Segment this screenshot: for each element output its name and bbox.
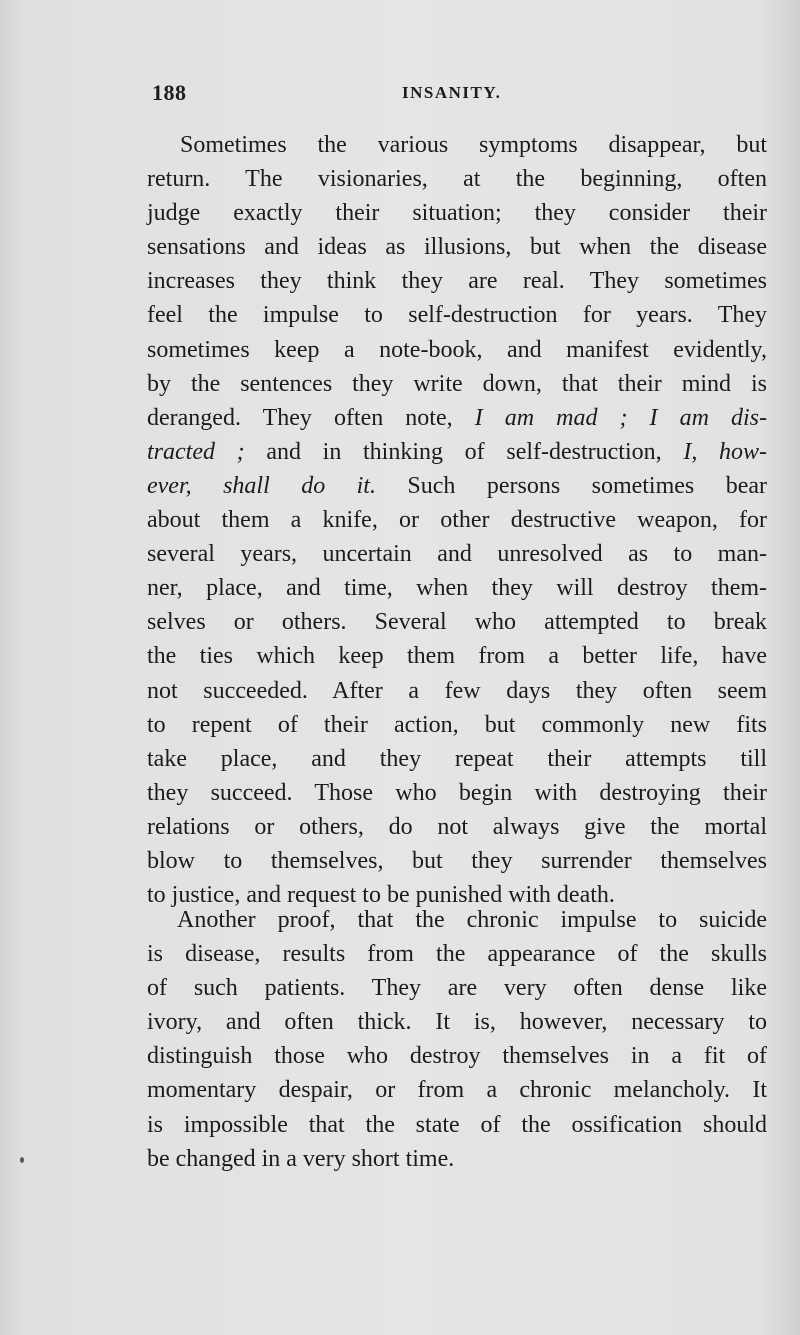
roman-text: deranged. They often note, (147, 404, 475, 431)
text-line: sensations and ideas as illusions, but when the disease (147, 234, 767, 261)
text-line: relations or others, do not always give the mortal (147, 813, 767, 840)
text-line: by the sentences they write down, that their mind is (147, 370, 767, 397)
italic-text: I am mad ; I am dis- (474, 404, 767, 431)
text-line: judge exactly their situation; they consider their (147, 200, 767, 227)
roman-text: Such persons sometimes bear (375, 472, 767, 499)
italic-text: tracted ; (147, 438, 245, 465)
page-number: 188 (152, 80, 187, 105)
text-line: be changed in a very short time. (147, 1145, 455, 1172)
text-line: to repent of their action, but commonly new fits (147, 711, 767, 738)
text-line: blow to themselves, but they surrender themselves (147, 847, 767, 874)
paragraph-1 (147, 128, 767, 912)
running-head: INSANITY. (402, 83, 502, 102)
text-line: is impossible that the state of the ossification should (147, 1111, 767, 1138)
text-line: take place, and they repeat their attempts till (147, 745, 767, 772)
paragraph-2 (147, 903, 767, 1176)
text-line: about them a knife, or other destructive weapon, for (147, 507, 767, 534)
text-line: Another proof, that the chronic impulse to suicide (177, 907, 767, 933)
text-line-mixed (147, 469, 767, 503)
roman-text: and in thinking of self-destruction, (244, 438, 662, 465)
text-line: return. The visionaries, at the beginning, often (147, 166, 767, 193)
text-line: momentary despair, or from a chronic melancholy. It (147, 1077, 767, 1104)
italic-text: I, how- (683, 438, 767, 465)
text-line: of such patients. They are very often dense like (147, 975, 767, 1002)
text-line: distinguish those who destroy themselves in a fit of (147, 1043, 767, 1070)
text-line: is disease, results from the appearance of the skulls (147, 941, 767, 968)
page-header (152, 80, 772, 110)
text-line: several years, uncertain and unresolved as to man- (147, 541, 767, 568)
text-line: selves or others. Several who attempted to break (147, 609, 767, 636)
text-line: not succeeded. After a few days they often seem (147, 677, 767, 704)
italic-text: ever, shall do it. (147, 472, 376, 499)
text-line: the ties which keep them from a better life, have (147, 643, 767, 670)
text-line-mixed (147, 435, 767, 469)
text-line-mixed (147, 401, 767, 435)
text-line: ner, place, and time, when they will destroy them- (147, 575, 767, 602)
text-line: ivory, and often thick. It is, however, necessary to (147, 1009, 767, 1036)
text-line: increases they think they are real. They sometimes (147, 268, 767, 295)
text-line: they succeed. Those who begin with destroying their (147, 779, 767, 806)
text-line: Sometimes the various symptoms disappear, but (180, 132, 767, 158)
ink-speck (20, 1157, 24, 1163)
text-line: sometimes keep a note-book, and manifest evidently, (147, 336, 767, 363)
text-line: feel the impulse to self-destruction for years. They (147, 302, 767, 329)
text-line: to justice, and request to be punished with death. (147, 882, 615, 909)
